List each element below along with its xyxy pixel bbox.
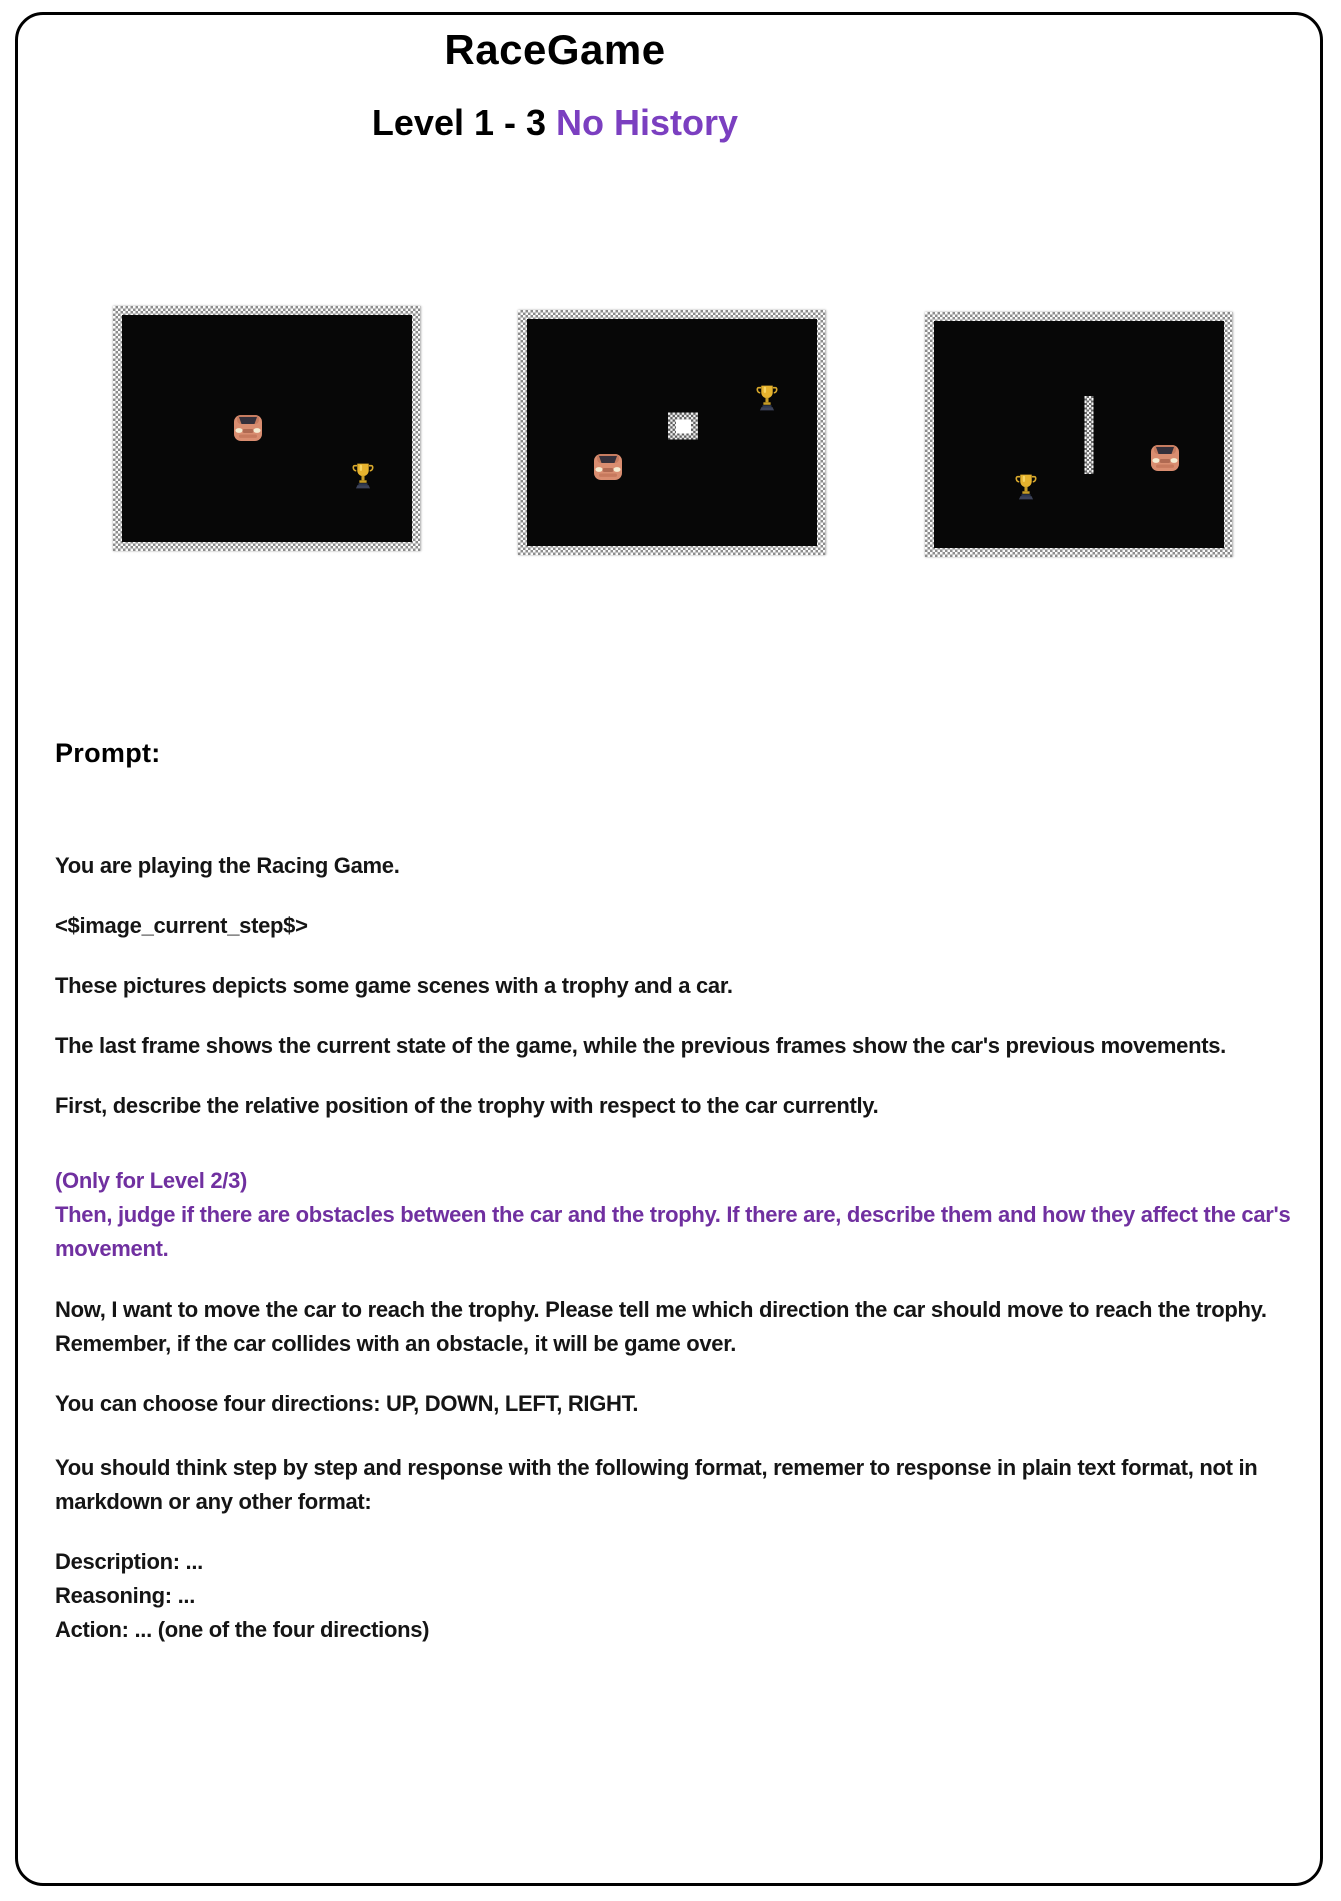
car-sprite [231, 413, 265, 443]
format-instruction-text: You should think step by step and response with the following format, rememer to response in plain text format, not in markdown or any other format: [55, 1455, 1258, 1514]
subtitle-level-text: Level 1 - 3 [371, 102, 557, 143]
game-scene-1 [122, 315, 412, 542]
format-line-action: Action: ... (one of the four directions) [55, 1617, 430, 1642]
game-scene-2 [527, 319, 817, 546]
game-frame-1 [113, 306, 421, 551]
trophy-sprite [352, 461, 373, 491]
level-note-line2: Then, judge if there are obstacles between the car and the trophy. If there are, describe them and how they affect the car's movement. [55, 1202, 1291, 1261]
page-title: RaceGame [444, 26, 666, 73]
format-line-description: Description: ... [55, 1549, 203, 1574]
last-frame-text: The last frame shows the current state of the game, while the previous frames show the car's previous movements. [55, 1033, 1226, 1058]
header [0, 0, 1110, 144]
game-scene-3 [934, 321, 1224, 548]
obstacle-wall-sprite [1084, 396, 1093, 474]
prompt-section [55, 738, 1300, 1647]
prompt-heading: Prompt: [55, 738, 161, 768]
car-sprite [591, 452, 625, 482]
page-subtitle [0, 102, 1110, 144]
game-frame-2 [518, 310, 826, 555]
image-placeholder-text: <$image_current_step$> [55, 913, 308, 938]
level-note-line1: (Only for Level 2/3) [55, 1168, 248, 1193]
obstacle-block-sprite [668, 413, 698, 440]
pictures-description-text: These pictures depicts some game scenes with a trophy and a car. [55, 973, 733, 998]
car-sprite [1148, 443, 1182, 473]
prompt-intro-text: You are playing the Racing Game. [55, 853, 400, 878]
subtitle-no-history-text: No History [556, 102, 739, 143]
move-request-text: Now, I want to move the car to reach the trophy. Please tell me which direction the car should move to reach the trophy. Remember, if the car collides with an obstacle, it will be game over. [55, 1297, 1267, 1356]
trophy-sprite [1015, 472, 1036, 502]
game-frame-3 [925, 312, 1233, 557]
trophy-sprite [757, 383, 778, 413]
first-task-text: First, describe the relative position of the trophy with respect to the car currently. [55, 1093, 879, 1118]
directions-text: You can choose four directions: UP, DOWN, LEFT, RIGHT. [55, 1391, 639, 1416]
format-line-reasoning: Reasoning: ... [55, 1583, 196, 1608]
